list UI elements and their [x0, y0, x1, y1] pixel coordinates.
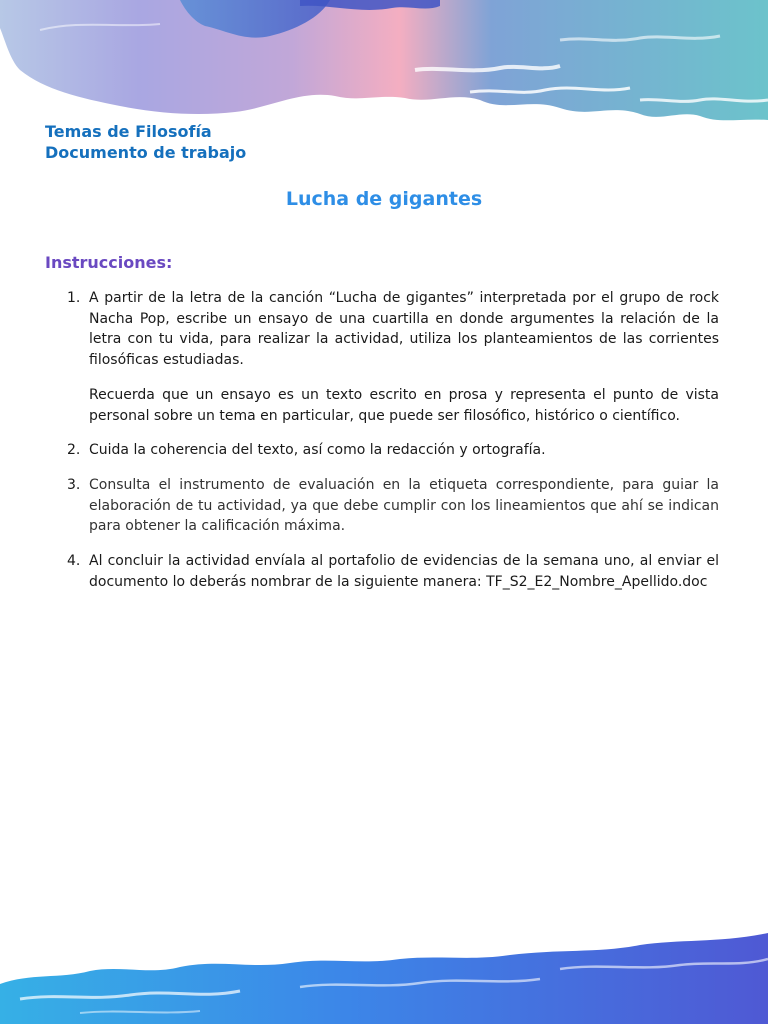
instructions-list	[45, 288, 719, 606]
course-title: Temas de Filosofía	[45, 122, 212, 141]
bottom-brush-banner	[0, 929, 768, 1024]
item-paragraph: Consulta el instrumento de evaluación en la etiqueta correspondiente, para guiar la elaboración de tu actividad, ya que debe cumplir con los lineamientos que ahí se indican para obtener la calificación máxima.	[89, 476, 719, 535]
top-brush-banner	[0, 0, 768, 140]
document-header	[45, 121, 246, 163]
list-item	[45, 288, 719, 426]
item-number: 2.	[67, 442, 81, 459]
list-item	[45, 475, 719, 537]
item-paragraph: Al concluir la actividad envíala al portafolio de evidencias de la semana uno, al enviar el documento lo deberás nombrar de la siguiente manera: TF_S2_E2_Nombre_Apellido.doc	[89, 553, 719, 590]
item-paragraph: A partir de la letra de la canción “Lucha de gigantes” interpretada por el grupo de rock Nacha Pop, escribe un ensayo de una cuartilla en donde argumentes la relación de la letra con tu vida, para realizar la actividad, utiliza los planteamientos de las corrientes filosóficas estudiadas.	[89, 290, 719, 369]
instructions-heading: Instrucciones:	[45, 253, 173, 272]
item-number: 4.	[67, 553, 81, 570]
list-item	[45, 551, 719, 592]
item-paragraph: Cuida la coherencia del texto, así como la redacción y ortografía.	[89, 442, 546, 459]
item-paragraph: Recuerda que un ensayo es un texto escrito en prosa y representa el punto de vista personal sobre un tema en particular, que puede ser filosófico, histórico o científico.	[89, 386, 719, 424]
document-type: Documento de trabajo	[45, 143, 247, 162]
item-number: 3.	[67, 476, 81, 493]
list-item	[45, 440, 719, 461]
page-title: Lucha de gigantes	[285, 188, 483, 210]
item-number: 1.	[67, 290, 81, 306]
